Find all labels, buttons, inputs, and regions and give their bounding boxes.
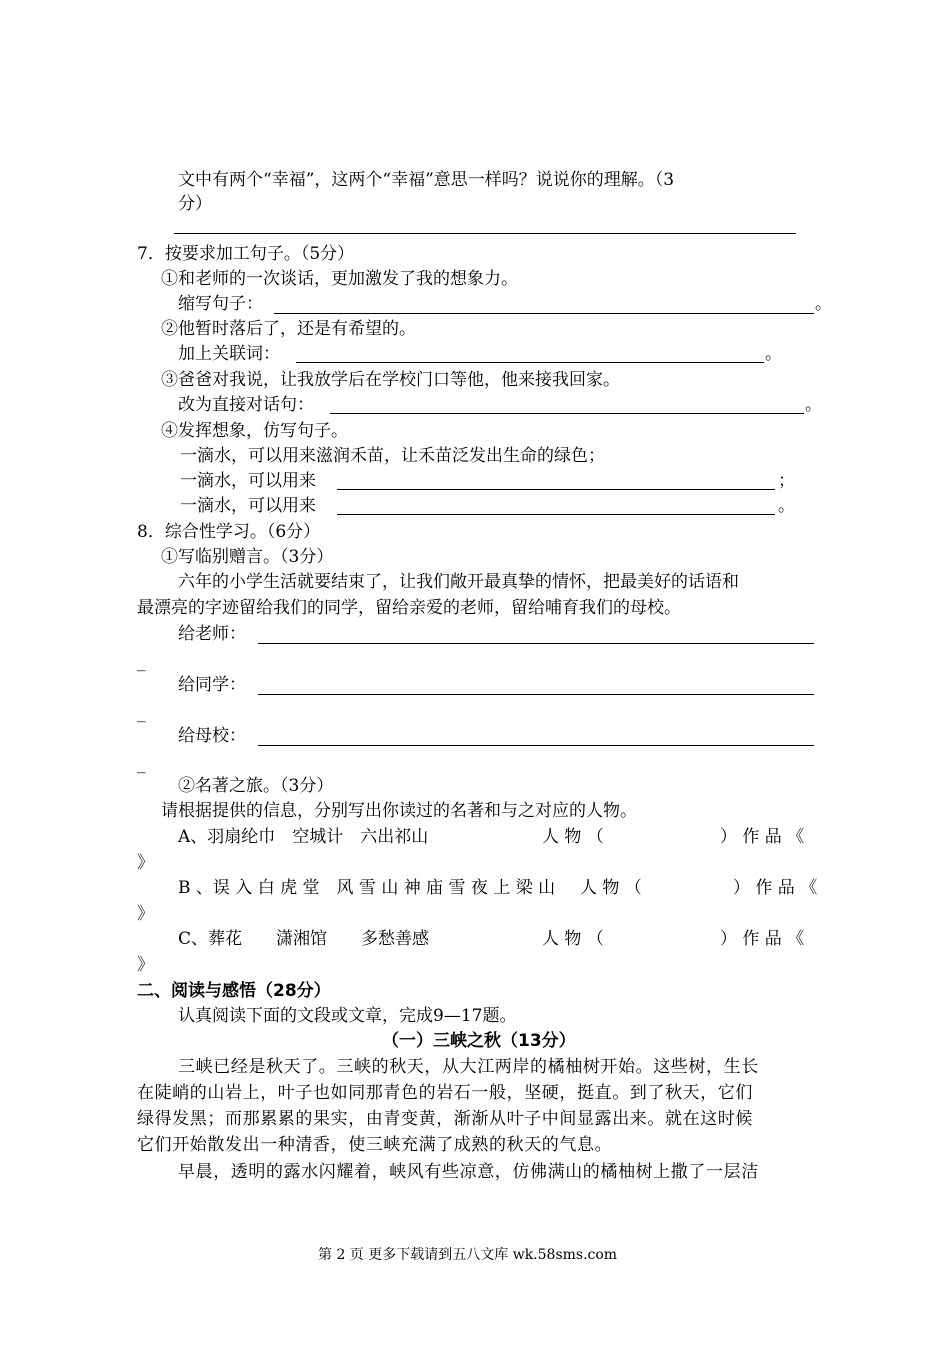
q8-sub2-title: ②名著之旅。（3分） <box>178 776 334 796</box>
row-a-label: A、羽扇纶巾 空城计 六出祁山 <box>178 827 429 847</box>
page-footer: 第 2 页 更多下载请到五八文库 wk.58sms.com <box>318 1247 618 1263</box>
q8-sub1-text2: 最漂亮的字迹留给我们的同学，留给亲爱的老师，留给哺育我们的母校。 <box>137 598 681 618</box>
q8-title: 8．综合性学习。（6分） <box>137 522 321 542</box>
to-school-dash: _ <box>137 754 146 774</box>
q7-item3-answer-line[interactable] <box>330 413 804 414</box>
q7-item4-answer-line-2[interactable] <box>337 514 775 515</box>
q7-item4-period: 。 <box>778 496 795 516</box>
q7-item4-semicolon: ； <box>778 471 795 491</box>
row-c-label: C、葬花 潇湘馆 多愁善感 <box>178 929 430 949</box>
q6-prompt-line2: 分） <box>178 194 212 214</box>
q7-item1-label: 缩写句子： <box>178 294 263 314</box>
q7-item3: ③爸爸对我说，让我放学后在学校门口等他，他来接我回家。 <box>161 370 620 390</box>
to-school-label: 给母校： <box>178 726 246 746</box>
to-teacher-answer-line[interactable] <box>258 643 814 644</box>
row-a-work: ） 作 品 《 <box>720 827 805 847</box>
q7-item4-example: 一滴水，可以用来滋润禾苗，让禾苗泛发出生命的绿色； <box>180 446 605 466</box>
q7-item4-answer-line-1[interactable] <box>337 489 775 490</box>
q7-item3-period: 。 <box>805 395 822 415</box>
to-classmate-label: 给同学： <box>178 675 246 695</box>
row-b-label: B 、误 入 白 虎 堂 风 雪 山 神 庙 雪 夜 上 梁 山 <box>178 878 556 898</box>
q7-title: 7．按要求加工句子。（5分） <box>137 244 355 264</box>
to-teacher-dash: _ <box>137 652 146 672</box>
section2-title: 二、阅读与感悟（28分） <box>137 981 331 1001</box>
to-classmate-dash: _ <box>137 703 146 723</box>
q7-item4-line2: 一滴水，可以用来 <box>180 471 316 491</box>
q8-sub1-text1: 六年的小学生活就要结束了，让我们敞开最真挚的情怀，把最美好的话语和 <box>178 572 739 592</box>
passage-title: （一）三峡之秋（13分） <box>382 1031 576 1051</box>
q7-item1: ①和老师的一次谈话，更加激发了我的想象力。 <box>161 269 518 289</box>
q7-item2: ②他暂时落后了，还是有希望的。 <box>161 319 416 339</box>
q7-item2-label: 加上关联词： <box>178 344 280 364</box>
q7-item1-period: 。 <box>815 294 832 314</box>
row-c-close: 》 <box>137 955 154 975</box>
q7-item2-answer-line[interactable] <box>296 362 764 363</box>
q8-sub1-title: ①写临别赠言。（3分） <box>161 547 334 567</box>
to-teacher-label: 给老师： <box>178 624 246 644</box>
row-c-work: ） 作 品 《 <box>720 929 805 949</box>
passage-p1-line3: 绿得发黑；而那累累的果实，由青变黄，渐渐从叶子中间显露出来。就在这时候 <box>137 1109 753 1129</box>
passage-p1-line4: 它们开始散发出一种清香，使三峡充满了成熟的秋天的气息。 <box>137 1135 613 1155</box>
to-school-answer-line[interactable] <box>258 745 814 746</box>
passage-p2-line1: 早晨，透明的露水闪耀着，峡风有些凉意，仿佛满山的橘柚树上撒了一层洁 <box>178 1162 759 1182</box>
row-a-close: 》 <box>137 853 154 873</box>
section2-instruction: 认真阅读下面的文段或文章，完成9—17题。 <box>178 1006 517 1026</box>
q8-sub2-text: 请根据提供的信息，分别写出你读过的名著和与之对应的人物。 <box>161 801 637 821</box>
q6-prompt-line1: 文中有两个“幸福”，这两个“幸福”意思一样吗？说说你的理解。（3 <box>178 170 675 190</box>
q7-item4: ④发挥想象，仿写句子。 <box>161 421 348 441</box>
row-a-person: 人 物 （ <box>542 827 604 847</box>
row-b-close: 》 <box>137 904 154 924</box>
to-classmate-answer-line[interactable] <box>258 694 814 695</box>
row-c-person: 人 物 （ <box>542 929 604 949</box>
q7-item1-answer-line[interactable] <box>274 313 814 314</box>
q7-item2-period: 。 <box>765 344 782 364</box>
row-b-work: ） 作 品 《 <box>733 878 818 898</box>
q7-item3-label: 改为直接对话句： <box>178 395 314 415</box>
passage-p1-line2: 在陡峭的山岩上，叶子也如同那青色的岩石一般，坚硬，挺直。到了秋天，它们 <box>137 1083 753 1103</box>
row-b-person: 人 物 （ <box>580 878 642 898</box>
q6-answer-line[interactable] <box>174 233 796 234</box>
passage-p1-line1: 三峡已经是秋天了。三峡的秋天，从大江两岸的橘柚树开始。这些树，生长 <box>178 1057 759 1077</box>
q7-item4-line3: 一滴水，可以用来 <box>180 496 316 516</box>
